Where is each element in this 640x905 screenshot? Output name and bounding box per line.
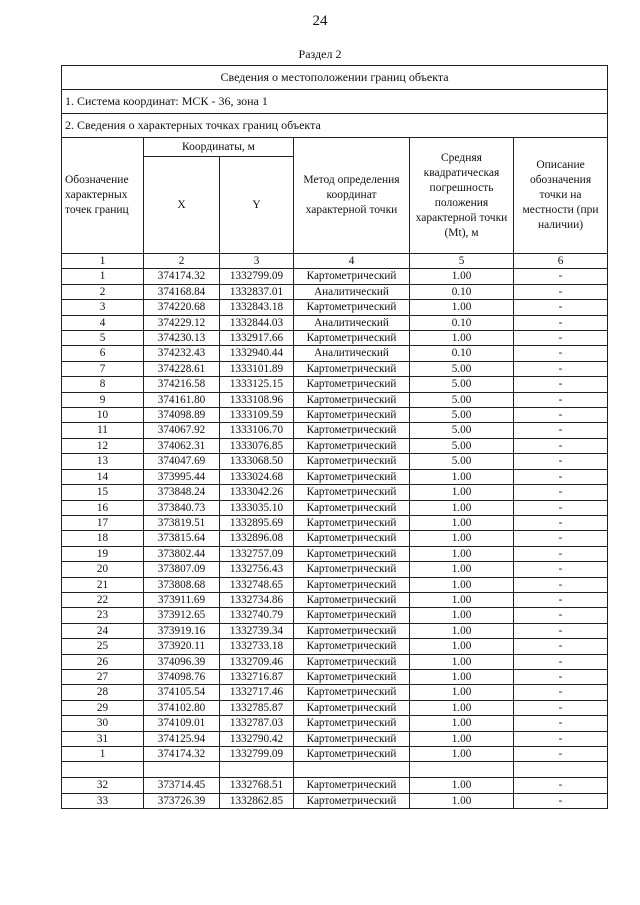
method-cell: Картометрический — [294, 485, 410, 500]
table-row — [62, 408, 608, 423]
error-cell: 1.00 — [410, 716, 514, 731]
y-coordinate-cell: 1332756.43 — [220, 562, 294, 577]
x-coordinate-cell: 374098.89 — [144, 408, 220, 423]
error-cell: 0.10 — [410, 284, 514, 299]
table-row — [62, 500, 608, 515]
description-cell: - — [514, 346, 608, 361]
table-row — [62, 454, 608, 469]
description-cell: - — [514, 577, 608, 592]
table-row — [62, 331, 608, 346]
y-coordinate-cell: 1333035.10 — [220, 500, 294, 515]
method-cell: Картометрический — [294, 531, 410, 546]
y-coordinate-cell: 1333108.96 — [220, 392, 294, 407]
error-cell: 1.00 — [410, 685, 514, 700]
method-cell: Картометрический — [294, 577, 410, 592]
method-cell: Картометрический — [294, 592, 410, 607]
error-cell: 1.00 — [410, 469, 514, 484]
table-row — [62, 731, 608, 746]
description-cell: - — [514, 515, 608, 530]
error-cell: 1.00 — [410, 531, 514, 546]
x-coordinate-cell: 373808.68 — [144, 577, 220, 592]
x-coordinate-cell: 374230.13 — [144, 331, 220, 346]
description-cell: - — [514, 284, 608, 299]
point-number-cell: 33 — [62, 793, 144, 808]
method-cell: Картометрический — [294, 654, 410, 669]
method-cell: Картометрический — [294, 731, 410, 746]
point-number-cell: 1 — [62, 747, 144, 762]
x-coordinate-cell: 374174.32 — [144, 269, 220, 284]
method-cell: Картометрический — [294, 623, 410, 638]
method-cell: Картометрический — [294, 469, 410, 484]
point-number-cell: 5 — [62, 331, 144, 346]
x-coordinate-cell: 373714.45 — [144, 778, 220, 793]
description-cell: - — [514, 685, 608, 700]
description-cell: - — [514, 485, 608, 500]
section-label: Раздел 2 — [298, 47, 342, 61]
description-cell: - — [514, 423, 608, 438]
x-coordinate-cell: 373911.69 — [144, 592, 220, 607]
error-cell: 1.00 — [410, 546, 514, 561]
table-row — [62, 392, 608, 407]
method-cell: Картометрический — [294, 515, 410, 530]
point-number-cell: 10 — [62, 408, 144, 423]
table-row — [62, 546, 608, 561]
x-coordinate-cell: 374216.58 — [144, 377, 220, 392]
table-row — [62, 469, 608, 484]
header-description: Описание обозначения точки на местности (при наличии) — [514, 138, 608, 254]
point-number-cell: 7 — [62, 361, 144, 376]
y-coordinate-cell — [220, 762, 294, 778]
table-row — [62, 716, 608, 731]
table-row — [62, 747, 608, 762]
table-row — [62, 669, 608, 684]
error-cell: 1.00 — [410, 623, 514, 638]
x-coordinate-cell: 373848.24 — [144, 485, 220, 500]
description-cell: - — [514, 716, 608, 731]
method-cell: Картометрический — [294, 669, 410, 684]
x-coordinate-cell: 374228.61 — [144, 361, 220, 376]
method-cell: Картометрический — [294, 454, 410, 469]
point-number-cell: 28 — [62, 685, 144, 700]
column-number: 4 — [294, 254, 410, 269]
table-row — [62, 793, 608, 808]
method-cell: Картометрический — [294, 639, 410, 654]
coordinate-system: 1. Система координат: МСК - 36, зона 1 — [62, 90, 608, 114]
table-row — [62, 700, 608, 715]
table-row — [62, 577, 608, 592]
y-coordinate-cell: 1333076.85 — [220, 438, 294, 453]
method-cell: Аналитический — [294, 284, 410, 299]
method-cell: Картометрический — [294, 608, 410, 623]
x-coordinate-cell: 373995.44 — [144, 469, 220, 484]
x-coordinate-cell: 374067.92 — [144, 423, 220, 438]
description-cell: - — [514, 408, 608, 423]
table-row — [62, 685, 608, 700]
x-coordinate-cell: 373819.51 — [144, 515, 220, 530]
x-coordinate-cell: 374220.68 — [144, 300, 220, 315]
table-title: Сведения о местоположении границ объекта — [62, 66, 608, 90]
method-cell: Картометрический — [294, 392, 410, 407]
y-coordinate-cell: 1332787.03 — [220, 716, 294, 731]
description-cell: - — [514, 731, 608, 746]
error-cell: 1.00 — [410, 562, 514, 577]
table-row — [62, 531, 608, 546]
description-cell: - — [514, 592, 608, 607]
method-cell: Картометрический — [294, 361, 410, 376]
description-cell: - — [514, 469, 608, 484]
table-row — [62, 562, 608, 577]
error-cell: 1.00 — [410, 500, 514, 515]
description-cell: - — [514, 331, 608, 346]
method-cell: Аналитический — [294, 346, 410, 361]
y-coordinate-cell: 1333109.59 — [220, 408, 294, 423]
method-cell: Картометрический — [294, 793, 410, 808]
y-coordinate-cell: 1332896.08 — [220, 531, 294, 546]
method-cell: Картометрический — [294, 747, 410, 762]
point-number-cell: 20 — [62, 562, 144, 577]
y-coordinate-cell: 1333125.15 — [220, 377, 294, 392]
point-number-cell: 27 — [62, 669, 144, 684]
y-coordinate-cell: 1332739.34 — [220, 623, 294, 638]
point-number-cell: 26 — [62, 654, 144, 669]
y-coordinate-cell: 1332790.42 — [220, 731, 294, 746]
x-coordinate-cell: 374232.43 — [144, 346, 220, 361]
point-number-cell: 21 — [62, 577, 144, 592]
error-cell: 1.00 — [410, 700, 514, 715]
x-coordinate-cell: 374062.31 — [144, 438, 220, 453]
error-cell: 5.00 — [410, 438, 514, 453]
table-row — [62, 639, 608, 654]
table-row — [62, 300, 608, 315]
description-cell: - — [514, 269, 608, 284]
method-cell: Картометрический — [294, 408, 410, 423]
description-cell: - — [514, 700, 608, 715]
y-coordinate-cell: 1332799.09 — [220, 269, 294, 284]
error-cell — [410, 762, 514, 778]
method-cell: Картометрический — [294, 716, 410, 731]
error-cell: 1.00 — [410, 608, 514, 623]
point-number-cell: 8 — [62, 377, 144, 392]
y-coordinate-cell: 1333106.70 — [220, 423, 294, 438]
y-coordinate-cell: 1333042.26 — [220, 485, 294, 500]
point-number-cell: 32 — [62, 778, 144, 793]
description-cell: - — [514, 654, 608, 669]
error-cell: 1.00 — [410, 793, 514, 808]
method-cell: Картометрический — [294, 700, 410, 715]
y-coordinate-cell: 1332940.44 — [220, 346, 294, 361]
table-row — [62, 515, 608, 530]
description-cell: - — [514, 300, 608, 315]
y-coordinate-cell: 1332837.01 — [220, 284, 294, 299]
description-cell: - — [514, 747, 608, 762]
point-number-cell: 13 — [62, 454, 144, 469]
table-row — [62, 623, 608, 638]
table-row — [62, 423, 608, 438]
error-cell: 5.00 — [410, 361, 514, 376]
point-number-cell — [62, 762, 144, 778]
point-number-cell: 24 — [62, 623, 144, 638]
method-cell: Картометрический — [294, 269, 410, 284]
x-coordinate-cell: 374098.76 — [144, 669, 220, 684]
header-point-designation: Обозначение характерных точек границ — [62, 138, 144, 254]
table-row — [62, 346, 608, 361]
y-coordinate-cell: 1332717.46 — [220, 685, 294, 700]
table-row — [62, 778, 608, 793]
point-number-cell: 12 — [62, 438, 144, 453]
point-number-cell: 6 — [62, 346, 144, 361]
y-coordinate-cell: 1333101.89 — [220, 361, 294, 376]
method-cell: Картометрический — [294, 778, 410, 793]
y-coordinate-cell: 1333068.50 — [220, 454, 294, 469]
method-cell — [294, 762, 410, 778]
error-cell: 1.00 — [410, 592, 514, 607]
description-cell: - — [514, 531, 608, 546]
error-cell: 1.00 — [410, 577, 514, 592]
y-coordinate-cell: 1333024.68 — [220, 469, 294, 484]
table-row — [62, 485, 608, 500]
error-cell: 1.00 — [410, 654, 514, 669]
method-cell: Картометрический — [294, 300, 410, 315]
x-coordinate-cell: 373840.73 — [144, 500, 220, 515]
point-number-cell: 29 — [62, 700, 144, 715]
table-row — [62, 608, 608, 623]
table-row — [62, 377, 608, 392]
point-number-cell: 23 — [62, 608, 144, 623]
y-coordinate-cell: 1332843.18 — [220, 300, 294, 315]
column-numbers-row — [62, 254, 608, 269]
method-cell: Картометрический — [294, 423, 410, 438]
x-coordinate-cell: 374047.69 — [144, 454, 220, 469]
boundary-points-table — [61, 65, 608, 809]
error-cell: 5.00 — [410, 377, 514, 392]
y-coordinate-cell: 1332748.65 — [220, 577, 294, 592]
error-cell: 0.10 — [410, 315, 514, 330]
description-cell: - — [514, 608, 608, 623]
method-cell: Картометрический — [294, 438, 410, 453]
error-cell: 5.00 — [410, 408, 514, 423]
description-cell: - — [514, 546, 608, 561]
error-cell: 1.00 — [410, 639, 514, 654]
error-cell: 1.00 — [410, 778, 514, 793]
description-cell: - — [514, 454, 608, 469]
column-number: 2 — [144, 254, 220, 269]
description-cell: - — [514, 639, 608, 654]
error-cell: 1.00 — [410, 731, 514, 746]
description-cell: - — [514, 392, 608, 407]
x-coordinate-cell: 373726.39 — [144, 793, 220, 808]
description-cell: - — [514, 793, 608, 808]
y-coordinate-cell: 1332799.09 — [220, 747, 294, 762]
description-cell — [514, 762, 608, 778]
method-cell: Аналитический — [294, 315, 410, 330]
method-cell: Картометрический — [294, 562, 410, 577]
y-coordinate-cell: 1332917.66 — [220, 331, 294, 346]
y-coordinate-cell: 1332740.79 — [220, 608, 294, 623]
method-cell: Картометрический — [294, 500, 410, 515]
x-coordinate-cell: 374096.39 — [144, 654, 220, 669]
description-cell: - — [514, 562, 608, 577]
y-coordinate-cell: 1332768.51 — [220, 778, 294, 793]
header-method: Метод определения координат характерной точки — [294, 138, 410, 254]
points-heading: 2. Сведения о характерных точках границ объекта — [62, 114, 608, 138]
error-cell: 1.00 — [410, 515, 514, 530]
x-coordinate-cell: 374229.12 — [144, 315, 220, 330]
description-cell: - — [514, 377, 608, 392]
point-number-cell: 30 — [62, 716, 144, 731]
point-number-cell: 19 — [62, 546, 144, 561]
column-number: 5 — [410, 254, 514, 269]
table-row — [62, 592, 608, 607]
y-coordinate-cell: 1332895.69 — [220, 515, 294, 530]
column-number: 1 — [62, 254, 144, 269]
table-row — [62, 361, 608, 376]
x-coordinate-cell: 374102.80 — [144, 700, 220, 715]
error-cell: 5.00 — [410, 423, 514, 438]
x-coordinate-cell: 373920.11 — [144, 639, 220, 654]
error-cell: 1.00 — [410, 747, 514, 762]
point-number-cell: 2 — [62, 284, 144, 299]
y-coordinate-cell: 1332734.86 — [220, 592, 294, 607]
error-cell: 1.00 — [410, 331, 514, 346]
point-number-cell: 25 — [62, 639, 144, 654]
error-cell: 1.00 — [410, 485, 514, 500]
description-cell: - — [514, 669, 608, 684]
header-x: X — [144, 157, 220, 254]
point-number-cell: 4 — [62, 315, 144, 330]
y-coordinate-cell: 1332862.85 — [220, 793, 294, 808]
description-cell: - — [514, 500, 608, 515]
x-coordinate-cell: 374161.80 — [144, 392, 220, 407]
table-row — [62, 654, 608, 669]
point-number-cell: 9 — [62, 392, 144, 407]
description-cell: - — [514, 778, 608, 793]
x-coordinate-cell: 373807.09 — [144, 562, 220, 577]
point-number-cell: 31 — [62, 731, 144, 746]
point-number-cell: 17 — [62, 515, 144, 530]
x-coordinate-cell: 374174.32 — [144, 747, 220, 762]
error-cell: 1.00 — [410, 269, 514, 284]
method-cell: Картометрический — [294, 331, 410, 346]
table-row — [62, 438, 608, 453]
description-cell: - — [514, 315, 608, 330]
description-cell: - — [514, 361, 608, 376]
x-coordinate-cell: 373912.65 — [144, 608, 220, 623]
error-cell: 1.00 — [410, 669, 514, 684]
column-number: 6 — [514, 254, 608, 269]
table-row — [62, 315, 608, 330]
point-number-cell: 14 — [62, 469, 144, 484]
point-number-cell: 22 — [62, 592, 144, 607]
y-coordinate-cell: 1332844.03 — [220, 315, 294, 330]
x-coordinate-cell: 374125.94 — [144, 731, 220, 746]
x-coordinate-cell: 374105.54 — [144, 685, 220, 700]
header-coordinates: Координаты, м — [144, 138, 294, 157]
point-number-cell: 16 — [62, 500, 144, 515]
point-number-cell: 15 — [62, 485, 144, 500]
x-coordinate-cell: 374168.84 — [144, 284, 220, 299]
error-cell: 0.10 — [410, 346, 514, 361]
table-row — [62, 284, 608, 299]
table-row — [62, 762, 608, 778]
table-row — [62, 269, 608, 284]
error-cell: 5.00 — [410, 392, 514, 407]
method-cell: Картометрический — [294, 685, 410, 700]
y-coordinate-cell: 1332785.87 — [220, 700, 294, 715]
y-coordinate-cell: 1332733.18 — [220, 639, 294, 654]
error-cell: 1.00 — [410, 300, 514, 315]
header-y: Y — [220, 157, 294, 254]
y-coordinate-cell: 1332709.46 — [220, 654, 294, 669]
x-coordinate-cell: 373815.64 — [144, 531, 220, 546]
y-coordinate-cell: 1332757.09 — [220, 546, 294, 561]
error-cell: 5.00 — [410, 454, 514, 469]
method-cell: Картометрический — [294, 546, 410, 561]
column-number: 3 — [220, 254, 294, 269]
point-number-cell: 1 — [62, 269, 144, 284]
method-cell: Картометрический — [294, 377, 410, 392]
header-error: Средняя квадратическая погрешность положения характерной точки (Mt), м — [410, 138, 514, 254]
page-number: 24 — [312, 13, 328, 29]
y-coordinate-cell: 1332716.87 — [220, 669, 294, 684]
description-cell: - — [514, 623, 608, 638]
point-number-cell: 3 — [62, 300, 144, 315]
x-coordinate-cell: 373919.16 — [144, 623, 220, 638]
x-coordinate-cell: 374109.01 — [144, 716, 220, 731]
description-cell: - — [514, 438, 608, 453]
point-number-cell: 18 — [62, 531, 144, 546]
x-coordinate-cell: 373802.44 — [144, 546, 220, 561]
x-coordinate-cell — [144, 762, 220, 778]
point-number-cell: 11 — [62, 423, 144, 438]
